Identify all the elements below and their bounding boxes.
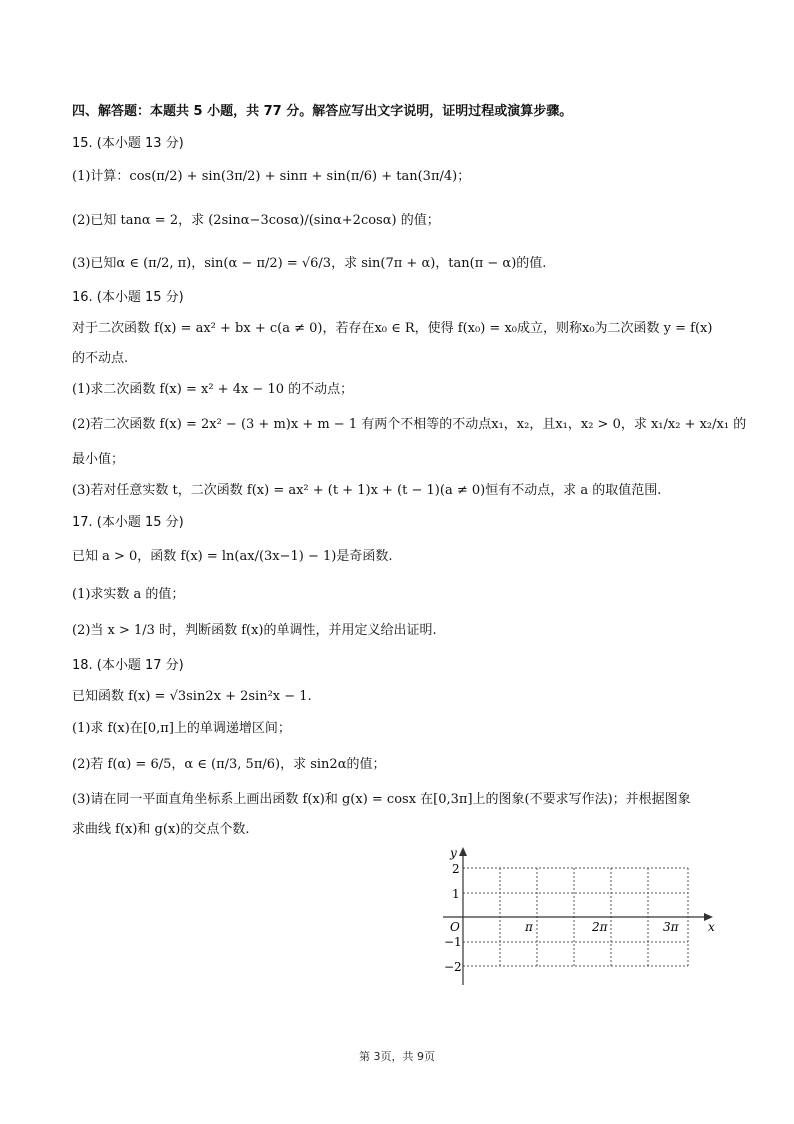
q16-part3: (3)若对任意实数 t，二次函数 f(x) = ax² + (t + 1)x + (t − 1)(a ≠ 0)恒有不动点，求 a 的取值范围.: [72, 483, 662, 498]
q16-part2-line2: 最小值；: [72, 452, 125, 467]
q18-part3-line1: (3)请在同一平面直角坐标系上画出函数 f(x)和 g(x) = cosx 在[0,3π]上的图象(不要求写作法)；并根据图象: [72, 792, 691, 807]
y-tick-1: 1: [452, 887, 460, 901]
q15-header: 15. (本小题 13 分): [72, 136, 184, 151]
q15-part3: [72, 255, 724, 273]
q15-part2-text: (2)已知 tanα = 2，求 (2sinα−3cosα)/(sinα+2cosα) 的值；: [72, 213, 440, 228]
q16-header: 16. (本小题 15 分): [72, 290, 184, 305]
q18-part1: (1)求 f(x)在[0,π]上的单调递增区间；: [72, 721, 291, 736]
y-axis-label: y: [450, 846, 457, 860]
q16-intro-line1: 对于二次函数 f(x) = ax² + bx + c(a ≠ 0)，若存在x₀ ∈ R，使得 f(x₀) = x₀成立，则称x₀为二次函数 y = f(x): [72, 321, 713, 336]
q15-part1-text: (1)计算：cos(π/2) + sin(3π/2) + sinπ + sin(π/6) + tan(3π/4)；: [72, 169, 471, 184]
y-tick-2: 2: [452, 862, 460, 876]
q17-part1: (1)求实数 a 的值；: [72, 587, 185, 602]
x-tick-3pi: 3π: [663, 920, 679, 934]
origin-label: O: [450, 920, 460, 934]
q18-part2: (2)若 f(α) = 6/5，α ∈ (π/3, 5π/6)，求 sin2α的值；: [72, 757, 386, 772]
q15-part1: [72, 168, 724, 186]
q16-part2-line1: (2)若二次函数 f(x) = 2x² − (3 + m)x + m − 1 有两个不相等的不动点x₁，x₂，且x₁，x₂ > 0，求 x₁/x₂ + x₂/x₁ 的: [72, 417, 747, 432]
y-tick-neg2: −2: [444, 960, 462, 974]
q17-intro: 已知 a > 0，函数 f(x) = ln(ax/(3x−1) − 1)是奇函数.: [72, 549, 393, 564]
q16-part1: (1)求二次函数 f(x) = x² + 4x − 10 的不动点；: [72, 382, 354, 397]
x-tick-2pi: 2π: [592, 920, 608, 934]
page-footer: 第 3页，共 9页: [359, 1050, 435, 1063]
y-tick-neg1: −1: [444, 935, 462, 949]
y-axis-arrow: [459, 847, 467, 856]
q18-header: 18. (本小题 17 分): [72, 658, 184, 673]
q18-part3-line2: 求曲线 f(x)和 g(x)的交点个数.: [72, 822, 250, 837]
q17-header: 17. (本小题 15 分): [72, 515, 184, 530]
q18-intro: 已知函数 f(x) = √3sin2x + 2sin²x − 1.: [72, 689, 312, 704]
x-axis-label: x: [708, 920, 715, 934]
q16-intro-line2: 的不动点.: [72, 351, 129, 366]
q15-part2: [72, 212, 724, 230]
coordinate-grid: [418, 845, 718, 995]
x-tick-pi: π: [525, 920, 533, 934]
q17-part2: (2)当 x > 1/3 时，判断函数 f(x)的单调性，并用定义给出证明.: [72, 623, 437, 638]
q15-part3-text: (3)已知α ∈ (π/2, π)，sin(α − π/2) = √6/3，求 sin(7π + α)，tan(π − α)的值.: [72, 256, 547, 271]
section-heading: 四、解答题：本题共 5 小题，共 77 分。解答应写出文字说明，证明过程或演算步骤。: [72, 104, 573, 119]
